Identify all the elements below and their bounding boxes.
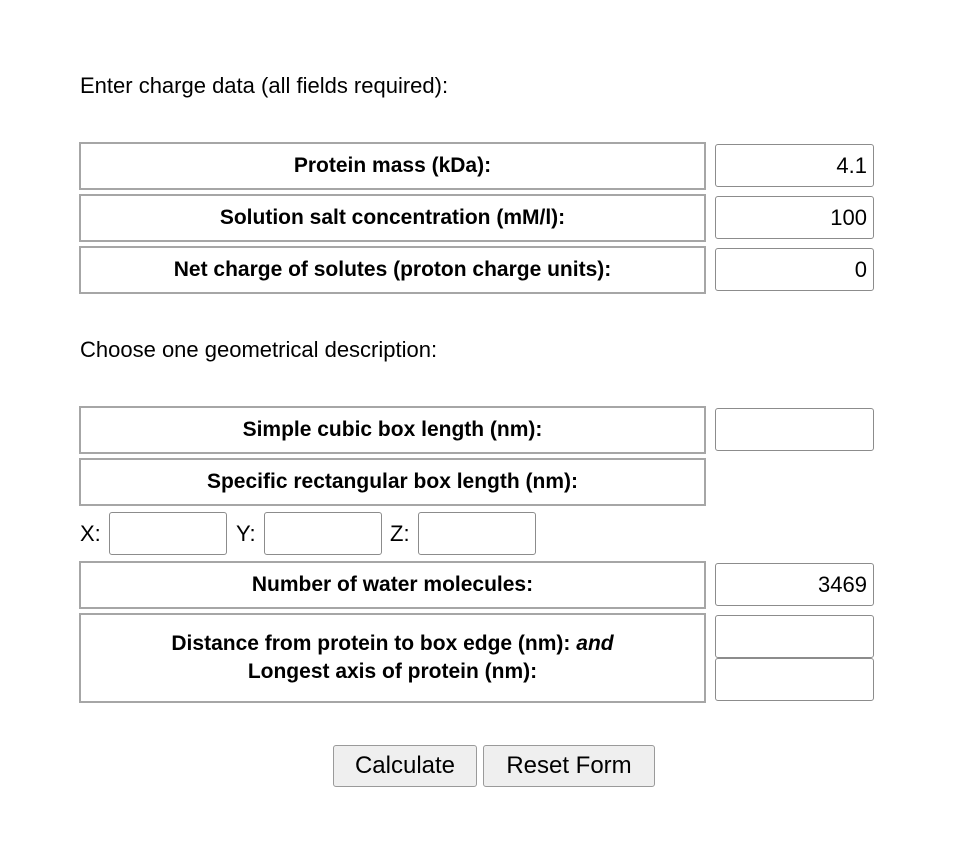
salt-concentration-label: Solution salt concentration (mM/l):: [79, 194, 706, 242]
x-dimension-input[interactable]: [109, 512, 227, 555]
cubic-box-label: Simple cubic box length (nm):: [79, 406, 706, 454]
distance-label-line1: Distance from protein to box edge (nm):: [171, 632, 571, 655]
salt-concentration-input[interactable]: [715, 196, 874, 239]
net-charge-input[interactable]: [715, 248, 874, 291]
distance-to-edge-input[interactable]: [715, 615, 874, 658]
distance-axis-label: [79, 613, 706, 703]
geometry-section-heading: Choose one geometrical description:: [80, 337, 438, 362]
net-charge-label: Net charge of solutes (proton charge units):: [79, 246, 706, 294]
z-dimension-label: Z:: [390, 521, 410, 546]
protein-mass-input[interactable]: [715, 144, 874, 187]
z-dimension-input[interactable]: [418, 512, 536, 555]
water-molecules-label: Number of water molecules:: [79, 561, 706, 609]
x-dimension-label: X:: [80, 521, 101, 546]
y-dimension-label: Y:: [236, 521, 256, 546]
cubic-box-input[interactable]: [715, 408, 874, 451]
and-word: and: [576, 632, 614, 655]
reset-form-button[interactable]: Reset Form: [483, 745, 655, 787]
protein-mass-label: Protein mass (kDa):: [79, 142, 706, 190]
longest-axis-input[interactable]: [715, 658, 874, 701]
rectangular-box-label: Specific rectangular box length (nm):: [79, 458, 706, 506]
water-molecules-input[interactable]: [715, 563, 874, 606]
charge-section-heading: Enter charge data (all fields required):: [80, 73, 449, 98]
distance-label-line2: Longest axis of protein (nm):: [247, 660, 538, 683]
calculate-button[interactable]: Calculate: [333, 745, 477, 787]
y-dimension-input[interactable]: [264, 512, 382, 555]
